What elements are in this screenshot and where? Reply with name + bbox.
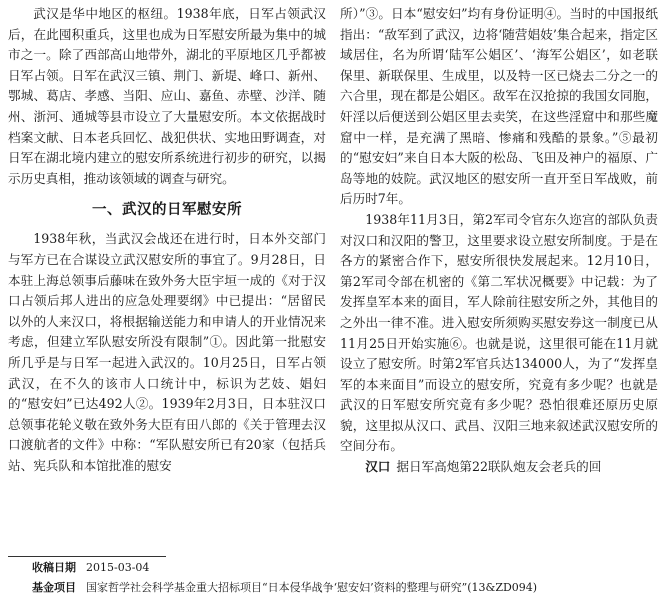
- continued-paragraph: 所）”③。日本“慰安妇”均有身份证明④。当时的中国报纸指出：“敌军到了武汉，边将‘随营娼妓’集合起来，指定区域居住，名为所谓‘陆军公娼区’、‘海军公娼区’，如老联保里、新联保里、生成里，以及特一区已烧去二分之一的六合里，现在都是公娼区。敌军在汉抢掠的我国女同胞，奸淫以后便送到公娼区里去卖笑，在这些淫窟中和那些魔窟中一样，是充满了黑暗、惨痛和残酷的景象。”⑤最初的“慰安妇”来自日本大阪的松岛、飞田及神户的福原、广岛等地的妓院。武汉地区的慰安所一直开至日军战败，前后历时7年。: [340, 6, 658, 207]
- left-column: [8, 4, 326, 476]
- received-date-line: [32, 560, 149, 576]
- received-value: 2015-03-04: [86, 561, 150, 574]
- hankou-text: 据日军高炮第22联队炮友会老兵的回: [396, 459, 602, 475]
- hankou-label: 汉口: [365, 459, 391, 475]
- right-column: [340, 4, 658, 478]
- hankou-paragraph: [340, 457, 658, 478]
- fund-label: 基金项目: [32, 581, 76, 594]
- fund-value: 国家哲学社会科学基金重大招标项目“日本侵华战争‘慰安妇’资料的整理与研究”(13&ZD094): [86, 581, 538, 594]
- paragraph-1938: 1938年11月3日，第2军司令官东久迩宫的部队负责对汉口和汉阳的警卫，这里要求设立慰安所制度。于是在各方的紧密合作下，慰安所很快发展起来。12月10日，第2军司令部在机密的《第二军状况概要》中记载：为了发挥皇军本来的面目，军人除前往慰安所之外，其他目的之外出一律不准。进入慰安所须购买慰安券这一制度已从11月25日开始实施⑥。也就是说，这里很可能在11月就设立了慰安所。时第2军官兵达134000人，为了“发挥皇军的本来面目”而设立的慰安所，究竟有多少呢？也就是武汉的日军慰安所究竟有多少呢？恐怕很难还原历史原貌，这里拟从汉口、武昌、汉阳三地来叙述武汉慰安所的空间分布。: [340, 211, 658, 454]
- section-heading: 一、武汉的日军慰安所: [92, 202, 242, 219]
- section-paragraph: 1938年秋，当武汉会战还在进行时，日本外交部门与军方已在合谋设立武汉慰安所的事宜了。9月28日，日本驻上海总领事后藤味在致外务大臣宇垣一成的《对于汉口占领后邦人进出的应急处理要纲》中已提出：“居留民以外的人来汉口，将根据输送能力和申请人的开业情况来考虑，但建立军队慰安所没有限制”①。因此第一批慰安所几乎是与日军一起进入武汉的。10月25日，日军占领武汉，在不久的该市人口统计中，标识为艺妓、娼妇的“慰安妇”已达492人②。1939年2月3日，日本驻汉口总领事花轮义敬在致外务大臣有田八郎的《关于管理去汉口渡航者的文件》中称：“军队慰安所已有20家（包括兵站、宪兵队和本馆批准的慰安: [8, 231, 326, 473]
- footnote-rule: [8, 556, 166, 557]
- fund-project-line: [32, 580, 537, 596]
- received-label: 收稿日期: [32, 561, 76, 574]
- intro-paragraph: 武汉是华中地区的枢纽。1938年底，日军占领武汉后，在此囤积重兵，这里也成为日军慰安所最为集中的城市之一。除了西部高山地带外，湖北的平原地区几乎都被日军占领。日军在武汉三镇、荆门、新堤、峰口、新州、鄂城、葛店、孝感、当阳、应山、嘉鱼、赤壁、沙洋、随州、浙河、通城等县市设立了大量慰安所。本文依据战时档案文献、日本老兵回忆、战犯供状、实地田野调查，对日军在湖北境内建立的慰安所系统进行初步的研究，以揭示历史真相，推动该领域的调查与研究。: [8, 6, 326, 186]
